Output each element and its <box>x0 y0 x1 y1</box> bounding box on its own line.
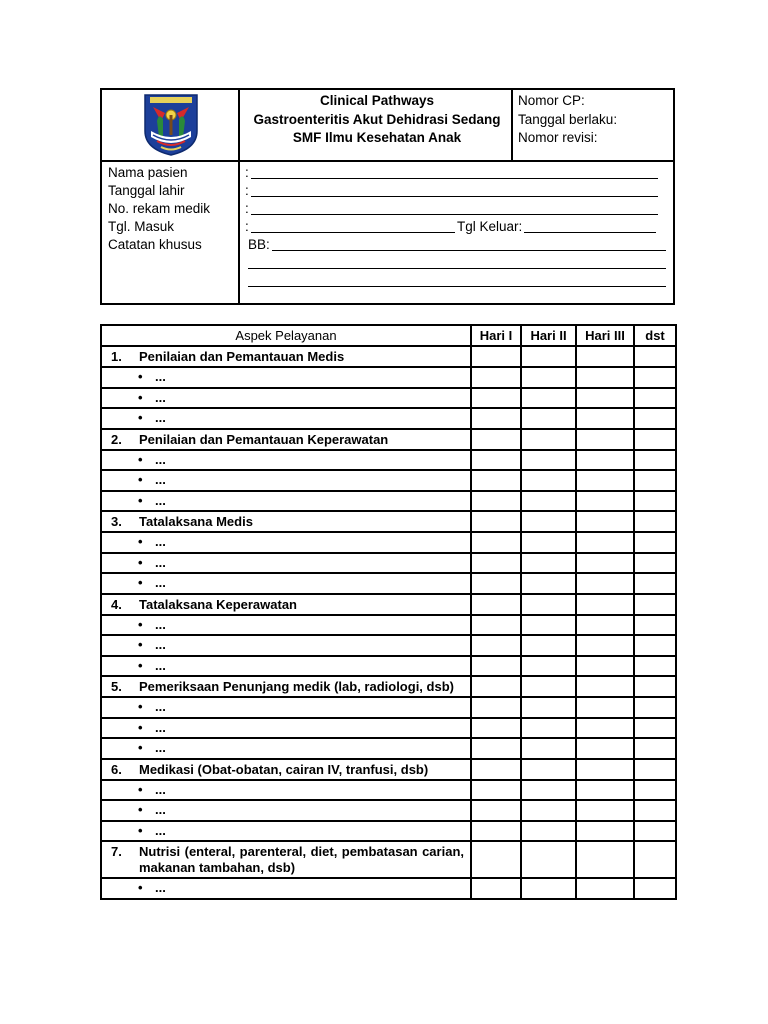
item-text: ... <box>155 699 166 714</box>
regional-emblem-logo <box>141 91 201 157</box>
list-item <box>102 368 470 385</box>
day-check-cell[interactable] <box>471 408 521 429</box>
day-check-cell[interactable] <box>576 697 634 718</box>
day-check-cell[interactable] <box>471 594 521 615</box>
item-text: ... <box>155 369 166 384</box>
section-title: Penilaian dan Pemantauan Keperawatan <box>139 431 389 447</box>
tgl-masuk-colon: : <box>245 219 249 234</box>
day-check-cell[interactable] <box>576 676 634 697</box>
section-cell <box>101 676 471 697</box>
nama-pasien-colon: : <box>245 165 249 180</box>
item-text: ... <box>155 616 166 632</box>
section-heading <box>102 760 470 779</box>
day-check-cell[interactable] <box>634 821 676 842</box>
item-cell <box>101 635 471 656</box>
list-item <box>102 739 470 756</box>
day-check-cell[interactable] <box>471 676 521 697</box>
list-item <box>102 389 470 406</box>
item-cell <box>101 780 471 801</box>
day-check-cell[interactable] <box>521 615 576 636</box>
day-check-cell[interactable] <box>634 346 676 367</box>
day-check-cell[interactable] <box>471 841 521 878</box>
section-heading <box>102 842 470 877</box>
section-heading <box>102 347 470 366</box>
day-check-cell[interactable] <box>521 429 576 450</box>
section-row <box>101 346 676 367</box>
item-text: ... <box>155 637 166 652</box>
bullet-icon: • <box>138 616 143 632</box>
list-item <box>102 781 470 798</box>
day-check-cell[interactable] <box>576 718 634 739</box>
section-heading <box>102 430 470 449</box>
section-cell <box>101 759 471 780</box>
section-title: Penilaian dan Pemantauan Medis <box>139 349 345 364</box>
tgl-keluar-label: Tgl Keluar: <box>457 219 523 234</box>
logo-cell <box>102 90 239 160</box>
day-check-cell[interactable] <box>634 429 676 450</box>
day-check-cell[interactable] <box>576 429 634 450</box>
day-check-cell[interactable] <box>576 470 634 491</box>
day-check-cell[interactable] <box>576 800 634 821</box>
catatan-line-2[interactable] <box>248 286 666 287</box>
item-text: ... <box>155 719 166 735</box>
list-item <box>102 698 470 715</box>
day-check-cell[interactable] <box>634 656 676 677</box>
day-check-cell[interactable] <box>634 738 676 759</box>
day-check-cell[interactable] <box>521 656 576 677</box>
day-check-cell[interactable] <box>521 878 576 899</box>
tgl-masuk-label: Tgl. Masuk <box>108 219 175 234</box>
tanggal-lahir-field[interactable] <box>251 196 658 197</box>
table-row <box>101 780 676 801</box>
table-row <box>101 450 676 471</box>
catatan-line-1[interactable] <box>248 268 666 269</box>
day-check-cell[interactable] <box>576 511 634 532</box>
day-check-cell[interactable] <box>576 821 634 842</box>
day-check-cell[interactable] <box>471 697 521 718</box>
day-check-cell[interactable] <box>634 676 676 697</box>
day-check-cell[interactable] <box>634 697 676 718</box>
item-text: ... <box>155 880 166 895</box>
section-cell <box>101 841 471 878</box>
section-heading <box>102 512 470 531</box>
nama-pasien-field[interactable] <box>251 178 658 179</box>
day-check-cell[interactable] <box>471 388 521 409</box>
rekam-medik-colon: : <box>245 201 249 216</box>
day-check-cell[interactable] <box>521 532 576 553</box>
column-header-aspek: Aspek Pelayanan <box>101 325 471 346</box>
section-number: 7. <box>111 844 122 859</box>
bullet-icon: • <box>138 781 143 797</box>
bullet-icon: • <box>138 740 143 755</box>
bullet-icon: • <box>138 880 143 895</box>
day-check-cell[interactable] <box>576 878 634 899</box>
day-check-cell[interactable] <box>521 450 576 471</box>
item-text: ... <box>155 822 166 838</box>
column-header-dst: dst <box>634 325 676 346</box>
section-title: Tatalaksana Keperawatan <box>139 596 297 612</box>
table-row <box>101 532 676 553</box>
title-line-2: Gastroenteritis Akut Dehidrasi Sedang <box>253 111 501 127</box>
nomor-cp-label: Nomor CP: <box>518 93 585 108</box>
item-cell <box>101 656 471 677</box>
bullet-icon: • <box>138 534 143 549</box>
list-item <box>102 574 470 591</box>
table-row <box>101 367 676 388</box>
table-row <box>101 408 676 429</box>
day-check-cell[interactable] <box>471 429 521 450</box>
bullet-icon: • <box>138 369 143 384</box>
bullet-icon: • <box>138 554 143 570</box>
bullet-icon: • <box>138 637 143 652</box>
day-check-cell[interactable] <box>521 367 576 388</box>
day-check-cell[interactable] <box>634 388 676 409</box>
table-row <box>101 738 676 759</box>
day-check-cell[interactable] <box>634 594 676 615</box>
day-check-cell[interactable] <box>634 367 676 388</box>
table-row <box>101 878 676 899</box>
day-check-cell[interactable] <box>471 878 521 899</box>
list-item <box>102 879 470 896</box>
day-check-cell[interactable] <box>576 635 634 656</box>
section-title: Nutrisi (enteral, parenteral, diet, pembatasan carian, makanan tambahan, dsb) <box>139 844 464 875</box>
day-check-cell[interactable] <box>634 573 676 594</box>
section-number: 6. <box>111 761 122 777</box>
day-check-cell[interactable] <box>471 511 521 532</box>
bullet-icon: • <box>138 410 143 425</box>
list-item <box>102 554 470 571</box>
day-check-cell[interactable] <box>521 470 576 491</box>
section-cell <box>101 511 471 532</box>
day-check-cell[interactable] <box>471 656 521 677</box>
table-row <box>101 635 676 656</box>
section-cell <box>101 429 471 450</box>
bullet-icon: • <box>138 451 143 467</box>
patient-labels <box>108 164 238 254</box>
tanggal-lahir-colon: : <box>245 183 249 198</box>
bb-field[interactable] <box>272 250 666 251</box>
tanggal-berlaku-label: Tanggal berlaku: <box>518 111 618 127</box>
day-check-cell[interactable] <box>634 553 676 574</box>
day-check-cell[interactable] <box>634 511 676 532</box>
list-item <box>102 533 470 550</box>
item-cell <box>101 738 471 759</box>
list-item <box>102 409 470 426</box>
day-check-cell[interactable] <box>576 759 634 780</box>
day-check-cell[interactable] <box>471 367 521 388</box>
table-row <box>101 800 676 821</box>
day-check-cell[interactable] <box>576 491 634 512</box>
day-check-cell[interactable] <box>576 615 634 636</box>
day-check-cell[interactable] <box>576 780 634 801</box>
column-header-hari-2: Hari II <box>521 325 576 346</box>
item-cell <box>101 821 471 842</box>
day-check-cell[interactable] <box>521 821 576 842</box>
day-check-cell[interactable] <box>634 718 676 739</box>
table-body <box>101 346 676 899</box>
item-text: ... <box>155 492 166 508</box>
bb-label: BB: <box>248 237 270 252</box>
bullet-icon: • <box>138 699 143 714</box>
table-row <box>101 491 676 512</box>
title-line-1: Clinical Pathways <box>319 93 435 108</box>
section-cell <box>101 594 471 615</box>
bullet-icon: • <box>138 575 143 590</box>
day-check-cell[interactable] <box>521 718 576 739</box>
section-title: Tatalaksana Medis <box>139 514 253 529</box>
day-check-cell[interactable] <box>521 388 576 409</box>
day-check-cell[interactable] <box>576 367 634 388</box>
form-meta-block <box>518 92 668 148</box>
bullet-icon: • <box>138 492 143 508</box>
day-check-cell[interactable] <box>521 780 576 801</box>
day-check-cell[interactable] <box>521 800 576 821</box>
table-row <box>101 470 676 491</box>
day-check-cell[interactable] <box>576 738 634 759</box>
day-check-cell[interactable] <box>634 450 676 471</box>
day-check-cell[interactable] <box>634 800 676 821</box>
section-number: 4. <box>111 596 122 612</box>
bullet-icon: • <box>138 822 143 838</box>
day-check-cell[interactable] <box>521 594 576 615</box>
tanggal-lahir-label: Tanggal lahir <box>108 183 185 198</box>
day-check-cell[interactable] <box>634 615 676 636</box>
day-check-cell[interactable] <box>521 676 576 697</box>
item-cell <box>101 470 471 491</box>
section-number: 3. <box>111 514 122 529</box>
day-check-cell[interactable] <box>471 470 521 491</box>
day-check-cell[interactable] <box>634 491 676 512</box>
day-check-cell[interactable] <box>576 656 634 677</box>
section-row <box>101 511 676 532</box>
item-cell <box>101 878 471 899</box>
day-check-cell[interactable] <box>471 800 521 821</box>
section-row <box>101 676 676 697</box>
item-cell <box>101 697 471 718</box>
day-check-cell[interactable] <box>521 697 576 718</box>
section-row <box>101 594 676 615</box>
header-divider-horizontal <box>102 160 673 162</box>
day-check-cell[interactable] <box>471 718 521 739</box>
day-check-cell[interactable] <box>521 511 576 532</box>
form-header <box>100 88 675 305</box>
day-check-cell[interactable] <box>634 408 676 429</box>
service-aspects-table <box>100 324 677 900</box>
list-item <box>102 451 470 468</box>
day-check-cell[interactable] <box>471 738 521 759</box>
day-check-cell[interactable] <box>576 408 634 429</box>
day-check-cell[interactable] <box>471 780 521 801</box>
form-title-block <box>241 92 513 158</box>
day-check-cell[interactable] <box>471 615 521 636</box>
day-check-cell[interactable] <box>576 841 634 878</box>
item-text: ... <box>155 554 166 570</box>
table-row <box>101 697 676 718</box>
table-row <box>101 553 676 574</box>
day-check-cell[interactable] <box>521 841 576 878</box>
section-cell <box>101 346 471 367</box>
day-check-cell[interactable] <box>576 388 634 409</box>
item-cell <box>101 388 471 409</box>
item-cell <box>101 491 471 512</box>
day-check-cell[interactable] <box>634 635 676 656</box>
list-item <box>102 492 470 509</box>
day-check-cell[interactable] <box>471 450 521 471</box>
day-check-cell[interactable] <box>576 594 634 615</box>
nama-pasien-label: Nama pasien <box>108 165 188 180</box>
item-text: ... <box>155 534 166 549</box>
day-check-cell[interactable] <box>471 573 521 594</box>
item-text: ... <box>155 472 166 487</box>
day-check-cell[interactable] <box>521 491 576 512</box>
list-item <box>102 719 470 736</box>
catatan-khusus-label: Catatan khusus <box>108 237 202 252</box>
list-item <box>102 822 470 839</box>
item-cell <box>101 450 471 471</box>
section-title: Medikasi (Obat-obatan, cairan IV, tranfusi, dsb) <box>139 761 429 777</box>
tgl-masuk-field[interactable] <box>251 232 455 233</box>
item-cell <box>101 408 471 429</box>
day-check-cell[interactable] <box>471 346 521 367</box>
section-row <box>101 841 676 878</box>
day-check-cell[interactable] <box>576 532 634 553</box>
day-check-cell[interactable] <box>634 470 676 491</box>
day-check-cell[interactable] <box>471 491 521 512</box>
table-row <box>101 573 676 594</box>
item-cell <box>101 367 471 388</box>
item-text: ... <box>155 575 166 590</box>
table-row <box>101 656 676 677</box>
day-check-cell[interactable] <box>576 553 634 574</box>
section-heading <box>102 595 470 614</box>
day-check-cell[interactable] <box>521 759 576 780</box>
list-item <box>102 471 470 488</box>
item-text: ... <box>155 740 166 755</box>
day-check-cell[interactable] <box>521 738 576 759</box>
bullet-icon: • <box>138 719 143 735</box>
bullet-icon: • <box>138 472 143 487</box>
list-item <box>102 801 470 818</box>
day-check-cell[interactable] <box>471 635 521 656</box>
item-text: ... <box>155 389 166 405</box>
bullet-icon: • <box>138 802 143 817</box>
column-header-hari-3: Hari III <box>576 325 634 346</box>
section-heading <box>102 677 470 696</box>
day-check-cell[interactable] <box>521 573 576 594</box>
day-check-cell[interactable] <box>634 878 676 899</box>
day-check-cell[interactable] <box>634 759 676 780</box>
rekam-medik-field[interactable] <box>251 214 658 215</box>
day-check-cell[interactable] <box>471 553 521 574</box>
section-number: 2. <box>111 431 122 447</box>
item-cell <box>101 718 471 739</box>
section-title: Pemeriksaan Penunjang medik (lab, radiologi, dsb) <box>139 679 454 694</box>
day-check-cell[interactable] <box>634 841 676 878</box>
item-text: ... <box>155 410 166 425</box>
day-check-cell[interactable] <box>521 408 576 429</box>
day-check-cell[interactable] <box>576 346 634 367</box>
rekam-medik-label: No. rekam medik <box>108 201 211 216</box>
table-row <box>101 388 676 409</box>
day-check-cell[interactable] <box>521 635 576 656</box>
item-cell <box>101 573 471 594</box>
table-row <box>101 615 676 636</box>
item-text: ... <box>155 451 166 467</box>
title-line-3: SMF Ilmu Kesehatan Anak <box>292 130 462 145</box>
item-cell <box>101 615 471 636</box>
item-cell <box>101 800 471 821</box>
day-check-cell[interactable] <box>521 553 576 574</box>
bullet-icon: • <box>138 657 143 673</box>
table-row <box>101 718 676 739</box>
day-check-cell[interactable] <box>576 573 634 594</box>
list-item <box>102 616 470 633</box>
section-row <box>101 429 676 450</box>
bullet-icon: • <box>138 389 143 405</box>
section-number: 1. <box>111 349 122 364</box>
section-row <box>101 759 676 780</box>
table-header-row <box>101 325 676 346</box>
day-check-cell[interactable] <box>576 450 634 471</box>
item-text: ... <box>155 802 166 817</box>
day-check-cell[interactable] <box>521 346 576 367</box>
day-check-cell[interactable] <box>634 780 676 801</box>
item-cell <box>101 553 471 574</box>
day-check-cell[interactable] <box>471 821 521 842</box>
item-cell <box>101 532 471 553</box>
table-row <box>101 821 676 842</box>
item-text: ... <box>155 781 166 797</box>
item-text: ... <box>155 657 166 673</box>
list-item <box>102 636 470 653</box>
nomor-revisi-label: Nomor revisi: <box>518 130 598 145</box>
day-check-cell[interactable] <box>471 532 521 553</box>
day-check-cell[interactable] <box>634 532 676 553</box>
column-header-hari-1: Hari I <box>471 325 521 346</box>
list-item <box>102 657 470 674</box>
section-number: 5. <box>111 679 122 694</box>
tgl-keluar-field[interactable] <box>524 232 656 233</box>
day-check-cell[interactable] <box>471 759 521 780</box>
